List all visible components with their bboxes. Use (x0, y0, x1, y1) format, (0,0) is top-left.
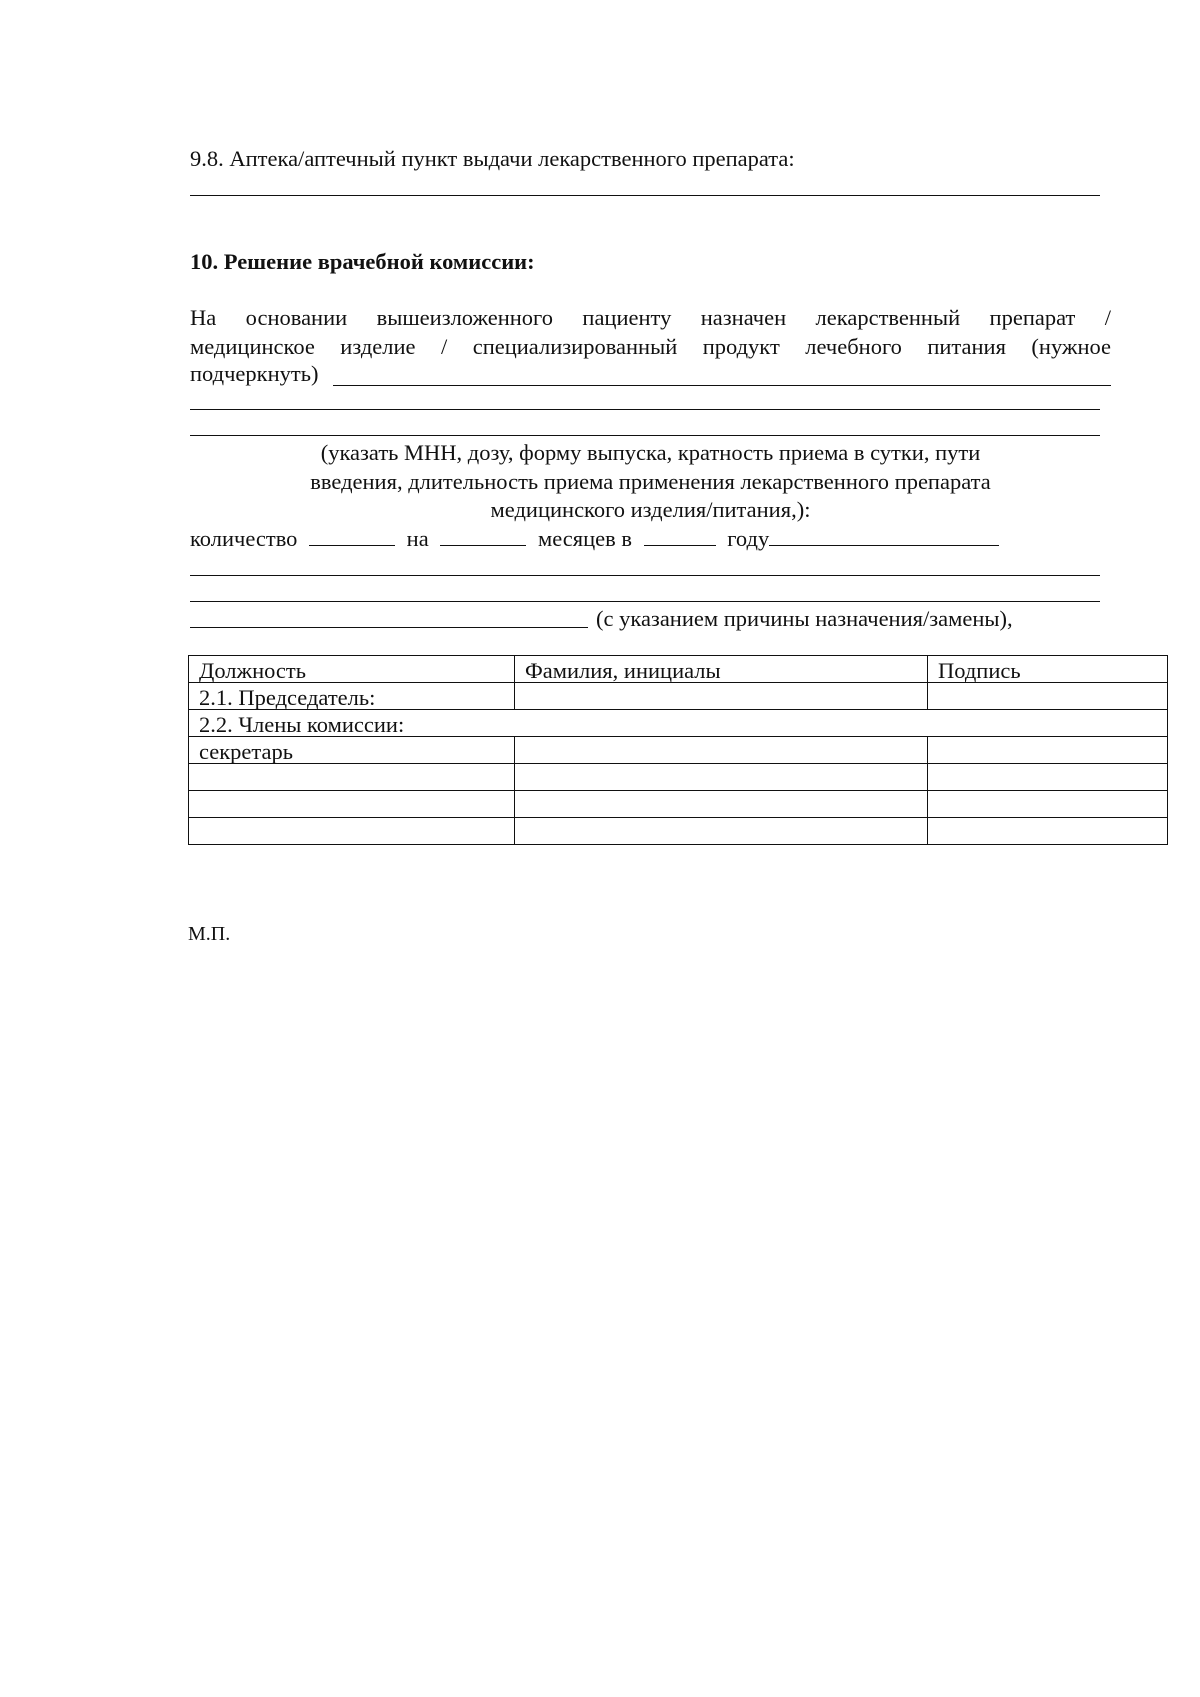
prescription-hint-line-3: медицинского изделия/питания,): (490, 497, 811, 522)
member-name-cell[interactable] (515, 791, 928, 818)
stamp-place: М.П. (188, 923, 231, 945)
header-signature: Подпись (928, 656, 1168, 683)
decision-text-line-3: подчеркнуть) (190, 361, 319, 386)
on-label: на (406, 526, 429, 551)
section-10-heading: 10. Решение врачебной комиссии: (190, 249, 535, 274)
header-name: Фамилия, инициалы (515, 656, 928, 683)
quantity-row (190, 527, 999, 551)
table-row (189, 683, 1168, 710)
member-signature-cell[interactable] (928, 764, 1168, 791)
chairman-label: 2.1. Председатель: (189, 683, 515, 710)
quantity-field[interactable] (309, 527, 395, 546)
commission-table (188, 655, 1168, 845)
chairman-signature-cell[interactable] (928, 683, 1168, 710)
months-count-field[interactable] (440, 527, 526, 546)
member-position-cell[interactable] (189, 791, 515, 818)
header-position: Должность (189, 656, 515, 683)
prescription-field-line-2[interactable] (190, 409, 1100, 410)
table-row (189, 791, 1168, 818)
quantity-label: количество (190, 526, 298, 551)
table-row (189, 818, 1168, 845)
secretary-signature-cell[interactable] (928, 737, 1168, 764)
member-position-cell[interactable] (189, 764, 515, 791)
year-field[interactable] (644, 527, 716, 546)
year-label: году (727, 526, 770, 551)
secretary-label: секретарь (189, 737, 515, 764)
member-signature-cell[interactable] (928, 818, 1168, 845)
decision-text-line-2: медицинское изделие / специализированный продукт лечебного питания (нужное (190, 334, 1111, 359)
table-header-row (189, 656, 1168, 683)
table-row (189, 710, 1168, 737)
decision-text-line-1: На основании вышеизложенного пациенту назначен лекарственный препарат / (190, 305, 1111, 330)
chairman-name-cell[interactable] (515, 683, 928, 710)
member-name-cell[interactable] (515, 764, 928, 791)
prescription-field-line-1[interactable] (333, 385, 1111, 386)
secretary-name-cell[interactable] (515, 737, 928, 764)
pharmacy-field-line[interactable] (190, 195, 1100, 196)
months-label: месяцев в (537, 526, 632, 551)
prescription-field-line-3[interactable] (190, 435, 1100, 436)
prescription-hint-line-2: введения, длительность приема применения лекарственного препарата (310, 469, 991, 494)
reason-note: (с указанием причины назначения/замены), (596, 606, 1013, 631)
member-signature-cell[interactable] (928, 791, 1168, 818)
year-extra-field[interactable] (769, 527, 999, 546)
table-row (189, 764, 1168, 791)
members-label: 2.2. Члены комиссии: (189, 710, 1168, 737)
reason-field-line-3[interactable] (190, 627, 588, 628)
reason-field-line-1[interactable] (190, 575, 1100, 576)
pharmacy-label: 9.8. Аптека/аптечный пункт выдачи лекарственного препарата: (190, 146, 795, 171)
member-name-cell[interactable] (515, 818, 928, 845)
prescription-hint-line-1: (указать МНН, дозу, форму выпуска, кратность приема в сутки, пути (320, 440, 981, 465)
member-position-cell[interactable] (189, 818, 515, 845)
table-row (189, 737, 1168, 764)
reason-field-line-2[interactable] (190, 601, 1100, 602)
